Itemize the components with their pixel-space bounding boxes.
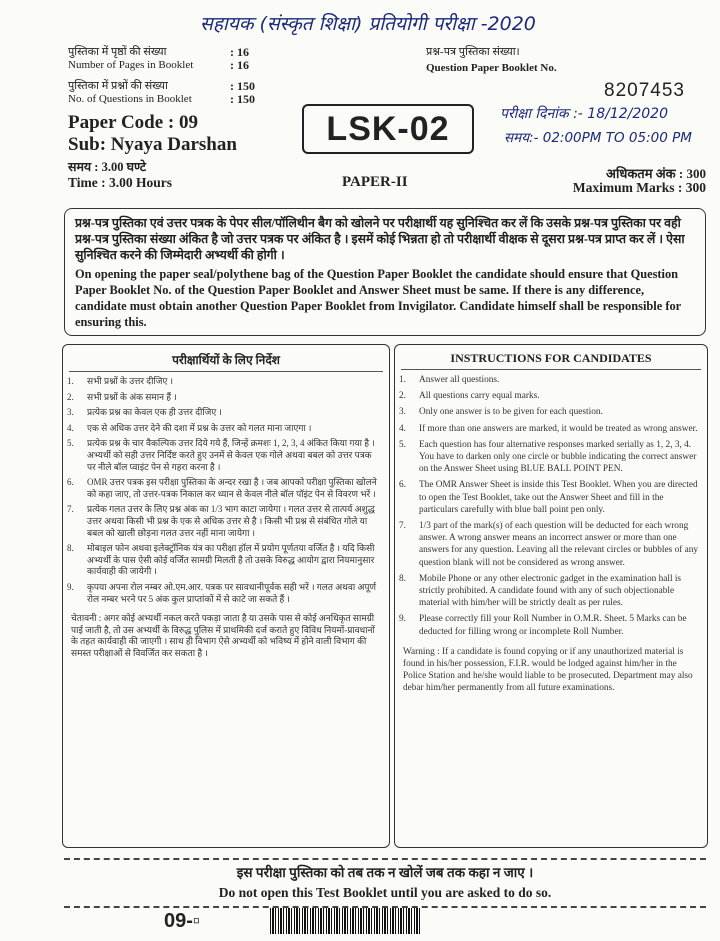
do-not-open-english: Do not open this Test Booklet until you are asked to do so.: [218, 885, 552, 900]
booklet-meta: [68, 45, 255, 191]
time-hi: समय : 3.00 घण्टे: [68, 160, 147, 174]
warning-english: Warning : If a candidate is found copying or if any unauthorized material is found in his/her possession, F.I.R. would be lodged against him/her in the Police Station and he/she would liable to be prosecuted. Department may also debar him/her permanently from all future examinations.: [403, 646, 693, 694]
list-item: 4. एक से अधिक उत्तर देने की दशा में प्रश्न के उत्तर को गलत माना जाएगा ।: [67, 422, 312, 433]
handwritten-time: समय:- 02:00PM TO 05:00 PM: [504, 130, 692, 146]
instructions-english-panel: [394, 344, 708, 848]
list-item: 6. The OMR Answer Sheet is inside this Test Booklet. When you are directed to open the Test Booklet, take out the Answer Sheet and fill in the particulars carefully with blue ball point pen only.: [399, 480, 698, 515]
list-item: 6. OMR उत्तर पत्रक इस परीक्षा पुस्तिका के अन्दर रखा है । जब आपको परीक्षा पुस्तिका खोलने को कहा जाए, तो उत्तर-पत्रक निकाल कर ध्यान से केवल नीले बॉल पॉइंट पेन से विवरण भरें ।: [67, 477, 377, 499]
notice-english: On opening the paper seal/polythene bag of the Question Paper Booklet the candidate should ensure that Question Paper Booklet No. of the Question Paper Booklet and Answer Sheet must be same. If there is any difference, candidate must obtain another Question Paper Booklet from Invigilator. Candidate himself shall be responsible for ensuring this.: [75, 267, 681, 329]
booklet-number: 8207453: [604, 80, 685, 101]
questions-label-hi: पुस्तिका में प्रश्नों की संख्या: [68, 80, 168, 92]
pages-label-hi: पुस्तिका में पृष्ठों की संख्या: [68, 46, 167, 58]
pages-value-en: : 16: [230, 58, 249, 72]
list-item: 7. 1/3 part of the mark(s) of each question will be deducted for each wrong answer. A wrong answer means an incorrect answer or more than one answers for any question. Leaving all the relevant circles or bubbles of any question blank will not be considered as wrong answer.: [399, 521, 699, 568]
max-marks-en: Maximum Marks : 300: [572, 180, 706, 195]
lsk-code-box: LSK-02: [302, 104, 474, 154]
list-item: 4. If more than one answers are marked, it would be treated as wrong answer.: [399, 423, 698, 434]
list-item: 9. कृपया अपना रोल नम्बर ओ.एम.आर. पत्रक पर सावधानीपूर्वक सही भरें । गलत अथवा अपूर्ण रोल नम्बर भरने पर 5 अंक कुल प्राप्तांकों में से काटे जा सकते हैं ।: [67, 581, 376, 604]
notice-hindi: प्रश्न-पत्र पुस्तिका एवं उत्तर पत्रक के पेपर सील/पॉलिथीन बैग को खोलने पर परीक्षार्थी यह सुनिश्चित कर लें कि उसके प्रश्न-पत्र पुस्तिका पर वही प्रश्न-पत्र पुस्तिका संख्या अंकित है जो उत्तर पत्रक पर अंकित है । इसमें कोई भिन्नता हो तो परीक्षार्थी वीक्षक से दूसरा प्रश्न-पत्र प्राप्त कर लें । ऐसा सुनिश्चित करने की जिम्मेदारी अभ्यर्थी की होगी ।: [75, 216, 685, 262]
paper-number: PAPER-II: [342, 174, 408, 190]
max-marks-hi: अधिकतम अंक : 300: [606, 166, 706, 181]
handwritten-title: सहायक (संस्कृत शिक्षा) प्रतियोगी परीक्षा -2020: [200, 13, 536, 35]
instructions-english-list: [395, 374, 707, 638]
instructions-hindi-panel: [62, 344, 390, 848]
list-item: 2. All questions carry equal marks.: [399, 391, 540, 402]
list-item: 3. प्रत्येक प्रश्न का केवल एक ही उत्तर दीजिए ।: [67, 407, 222, 418]
instructions-hindi-heading: परीक्षार्थियों के लिए निर्देश: [69, 345, 383, 372]
handwritten-date: परीक्षा दिनांक :- 18/12/2020: [500, 106, 668, 122]
pages-label-en: Number of Pages in Booklet: [68, 59, 194, 71]
booklet-no-label-en: Question Paper Booklet No.: [426, 62, 557, 74]
do-not-open-hindi: इस परीक्षा पुस्तिका को तब तक न खोलें जब तक कहा न जाए ।: [236, 865, 534, 880]
time-en: Time : 3.00 Hours: [68, 175, 172, 190]
list-item: 8. मोबाइल फोन अथवा इलेक्ट्रॉनिक यंत्र का परीक्षा हॉल में प्रयोग पूर्णतया वर्जित है । यदि किसी अभ्यर्थी के पास ऐसी कोई वर्जित सामग्री मिलती है तो उसके विरुद्ध आयोग द्वारा नियमानुसार कार्यवाही की जायेगी ।: [67, 543, 375, 577]
list-item: 5. Each question has four alternative responses marked serially as 1, 2, 3, 4. You have to darken only one circle or bubble indicating the correct answer on the Answer Sheet using BLUE BALL POINT PEN.: [399, 439, 697, 475]
list-item: 1. सभी प्रश्नों के उत्तर दीजिए ।: [67, 376, 174, 386]
list-item: 1. Answer all questions.: [399, 375, 500, 385]
list-item: 9. Please correctly fill your Roll Number in O.M.R. Sheet. 5 Marks can be deducted for filling wrong or incomplete Roll Number.: [399, 614, 687, 637]
do-not-open-notice: [64, 858, 706, 908]
questions-label-en: No. of Questions in Booklet: [68, 93, 192, 105]
warning-hindi: चेतावनी : अगर कोई अभ्यर्थी नकल करते पकड़ा जाता है या उसके पास से कोई अनधिकृत सामग्री पाई जाती है, तो उस अभ्यर्थी के विरुद्ध पुलिस में प्राथमिकी दर्ज कराते हुए विविध नियमों-प्रावधानों के तहत कार्यवाही की जाएगी । साथ ही विभाग ऐसे अभ्यर्थी को भविष्य में होने वाली विभाग की समस्त परीक्षाओं से विवर्जित कर सकता है ।: [71, 613, 375, 658]
booklet-no-label-hi: प्रश्न-पत्र पुस्तिका संख्या।: [426, 46, 520, 58]
questions-value: : 150: [230, 79, 255, 93]
subject: Sub: Nyaya Darshan: [68, 134, 237, 155]
paper-code-footer: 09-▫: [164, 910, 200, 932]
questions-value-en: : 150: [230, 92, 255, 106]
pages-value: : 16: [230, 45, 249, 59]
paper-code: Paper Code : 09: [68, 112, 198, 133]
instructions-hindi-list: [63, 376, 389, 605]
instructions-english-heading: INSTRUCTIONS FOR CANDIDATES: [401, 345, 701, 370]
list-item: 3. Only one answer is to be given for each question.: [399, 407, 603, 418]
list-item: 2. सभी प्रश्नों के अंक समान हैं ।: [67, 391, 177, 402]
booklet-notice: [64, 208, 706, 336]
list-item: 8. Mobile Phone or any other electronic gadget in the examination hall is strictly prohibited. A candidate found with any of such objectionable material with him/her will be strictly dealt as per rules.: [399, 573, 682, 609]
list-item: 5. प्रत्येक प्रश्न के चार वैकल्पिक उत्तर दिये गये हैं, जिन्हें क्रमशः 1, 2, 3, 4 अंकित किया गया है । अभ्यर्थी को सही उत्तर निर्दिष्ट करते हुए उनमें से केवल एक गोले अथवा बबल को उत्तर पत्रक पर नीले बॉल प्वाइंट पेन से गहरा करना है ।: [67, 438, 375, 472]
barcode: [270, 908, 420, 934]
list-item: 7. प्रत्येक गलत उत्तर के लिए प्रश्न अंक का 1/3 भाग काटा जायेगा । गलत उत्तर से तात्पर्य अशुद्ध उत्तर अथवा किसी भी प्रश्न के एक से अधिक उत्तर से है । किसी भी प्रश्न से संबंधित गोले या बबल को खाली छोड़ना गलत उत्तर नहीं माना जायेगा ।: [67, 504, 375, 538]
